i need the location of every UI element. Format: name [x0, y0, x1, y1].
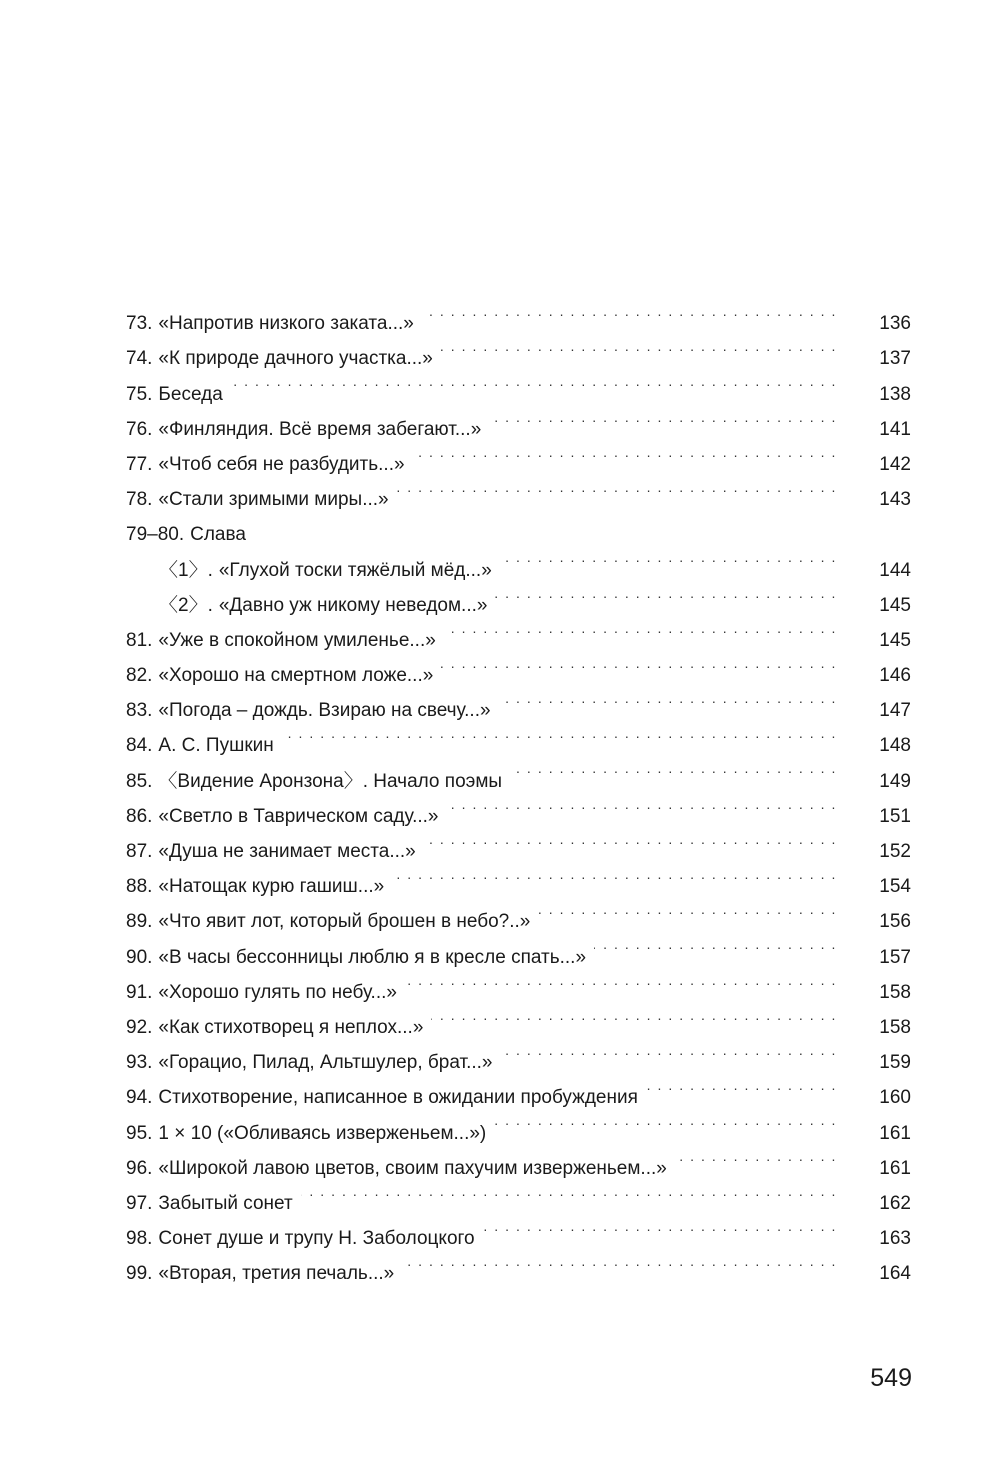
dot-leader	[494, 1103, 837, 1138]
entry-number: 92.	[126, 1016, 153, 1038]
entry-title: «Уже в спокойном умиленье...»	[158, 629, 436, 651]
entry-title: «Чтоб себя не разбудить...»	[158, 453, 405, 475]
entry-title: «Напротив низкого заката...»	[158, 313, 414, 335]
entry-page: 144	[879, 559, 911, 581]
entry-number: 75.	[126, 383, 153, 405]
entry-number: 79–80.	[126, 524, 185, 546]
entry-page: 148	[879, 735, 911, 757]
entry-number: 84.	[126, 735, 153, 757]
entry-page: 151	[879, 805, 911, 827]
entry-number: 90.	[126, 946, 153, 968]
dot-leader	[254, 505, 837, 540]
dot-leader	[495, 576, 837, 611]
entry-title: «Душа не занимает места...»	[158, 841, 416, 862]
dot-leader	[441, 329, 837, 364]
entry-number: 〈2〉.	[159, 594, 213, 616]
entry-title: «В часы бессонницы люблю я в кресле спать...»	[158, 946, 587, 968]
table-of-contents	[126, 294, 911, 1285]
dot-leader	[500, 1033, 837, 1068]
entry-title: «Как стихотворец я неплох...»	[158, 1016, 424, 1038]
entry-page: 146	[879, 665, 911, 687]
entry-title: «Хорошо гулять по небу...»	[158, 981, 397, 1003]
entry-number: 81.	[126, 629, 153, 651]
entry-title: «Хорошо на смертном ложе...»	[158, 665, 434, 687]
entry-page: 152	[879, 841, 911, 862]
entry-number: 89.	[126, 911, 153, 933]
entry-title: Слава	[190, 524, 246, 546]
entry-title: Беседа	[158, 383, 223, 405]
entry-page: 154	[879, 876, 911, 898]
entry-title: «Что явит лот, который брошен в небо?..»	[158, 911, 531, 933]
entry-number: 91.	[126, 981, 153, 1003]
entry-title: Стихотворение, написанное в ожидании пробуждения	[158, 1087, 638, 1109]
entry-page: 142	[879, 453, 911, 475]
dot-leader	[675, 1139, 837, 1174]
entry-title: Забытый сонет	[158, 1192, 293, 1214]
dot-leader	[405, 963, 837, 998]
entry-number: 86.	[126, 805, 153, 827]
entry-number: 99.	[126, 1263, 153, 1285]
entry-number: 88.	[126, 876, 153, 898]
dot-leader	[489, 400, 837, 435]
dot-leader	[444, 611, 837, 646]
entry-number: 94.	[126, 1087, 153, 1109]
dot-leader	[594, 927, 837, 962]
page-number: 549	[870, 1364, 912, 1392]
entry-number: 97.	[126, 1192, 153, 1214]
entry-page: 145	[879, 594, 911, 616]
dot-leader	[402, 1244, 837, 1279]
entry-page: 147	[879, 700, 911, 722]
entry-page: 137	[879, 348, 911, 370]
entry-page: 158	[879, 981, 911, 1003]
entry-title: 〈Видение Аронзона〉. Начало поэмы	[158, 770, 503, 792]
entry-page: 156	[879, 911, 911, 933]
dot-leader	[441, 646, 837, 681]
entry-page: 143	[879, 489, 911, 511]
entry-number: 95.	[126, 1122, 153, 1144]
entry-title: 1 × 10 («Обливаясь изверженьем...»)	[158, 1122, 487, 1144]
toc-entry-75	[126, 364, 911, 405]
dot-leader	[499, 681, 837, 716]
entry-number: 73.	[126, 313, 153, 335]
dot-leader	[510, 751, 837, 786]
entry-page: 163	[879, 1228, 911, 1250]
entry-title: «Широкой лавою цветов, своим пахучим изверженьем...»	[158, 1157, 667, 1179]
dot-leader	[431, 998, 837, 1033]
entry-number: 83.	[126, 700, 153, 722]
entry-number: 85.	[126, 770, 153, 792]
entry-page: 158	[879, 1016, 911, 1038]
entry-page: 136	[879, 313, 911, 335]
entry-title: «Глухой тоски тяжёлый мёд...»	[218, 559, 492, 581]
entry-page: 161	[879, 1157, 911, 1179]
entry-page: 159	[879, 1052, 911, 1074]
dot-leader	[424, 822, 837, 857]
entry-number: 82.	[126, 665, 153, 687]
entry-page: 157	[879, 946, 911, 968]
dot-leader	[413, 435, 837, 470]
entry-title: Сонет душе и трупу Н. Заболоцкого	[158, 1228, 475, 1250]
entry-title: «Погода – дождь. Взираю на свечу...»	[158, 700, 491, 722]
toc-entry-73	[126, 294, 911, 335]
entry-number: 76.	[126, 418, 153, 440]
entry-page: 162	[879, 1192, 911, 1214]
entry-title: «Давно уж никому неведом...»	[218, 594, 488, 616]
entry-page: 161	[879, 1122, 911, 1144]
entry-title: «К природе дачного участка...»	[158, 348, 433, 370]
dot-leader	[500, 540, 837, 575]
entry-page: 145	[879, 629, 911, 651]
entry-page: 141	[879, 418, 911, 440]
dot-leader	[483, 1209, 837, 1244]
entry-number: 87.	[126, 841, 153, 862]
dot-leader	[231, 364, 837, 399]
entry-title: «Горацио, Пилад, Альтшулер, брат...»	[158, 1052, 493, 1074]
entry-number: 〈1〉.	[159, 559, 213, 581]
entry-title: «Вторая, третия печаль...»	[158, 1263, 395, 1285]
toc-entry-76	[126, 400, 911, 440]
dot-leader	[392, 857, 837, 892]
entry-title: «Стали зримыми миры...»	[158, 489, 389, 511]
entry-title: А. С. Пушкин	[158, 735, 274, 757]
dot-leader	[282, 716, 837, 751]
entry-page: 138	[879, 383, 911, 405]
entry-page: 164	[879, 1263, 911, 1285]
entry-number: 74.	[126, 348, 153, 370]
dot-leader	[446, 787, 837, 822]
entry-page: 149	[879, 770, 911, 792]
entry-number: 96.	[126, 1157, 153, 1179]
entry-title: «Финляндия. Всё время забегают...»	[158, 418, 482, 440]
dot-leader	[422, 294, 837, 329]
entry-number: 93.	[126, 1052, 153, 1074]
entry-title: «Натощак курю гашиш...»	[158, 876, 385, 898]
dot-leader	[538, 892, 837, 927]
entry-title: «Светло в Таврическом саду...»	[158, 805, 439, 827]
entry-page: 160	[879, 1087, 911, 1109]
entry-number: 98.	[126, 1228, 153, 1250]
dot-leader	[646, 1068, 837, 1103]
dot-leader	[301, 1174, 837, 1209]
entry-number: 77.	[126, 453, 153, 475]
entry-number: 78.	[126, 489, 153, 511]
dot-leader	[397, 470, 837, 505]
